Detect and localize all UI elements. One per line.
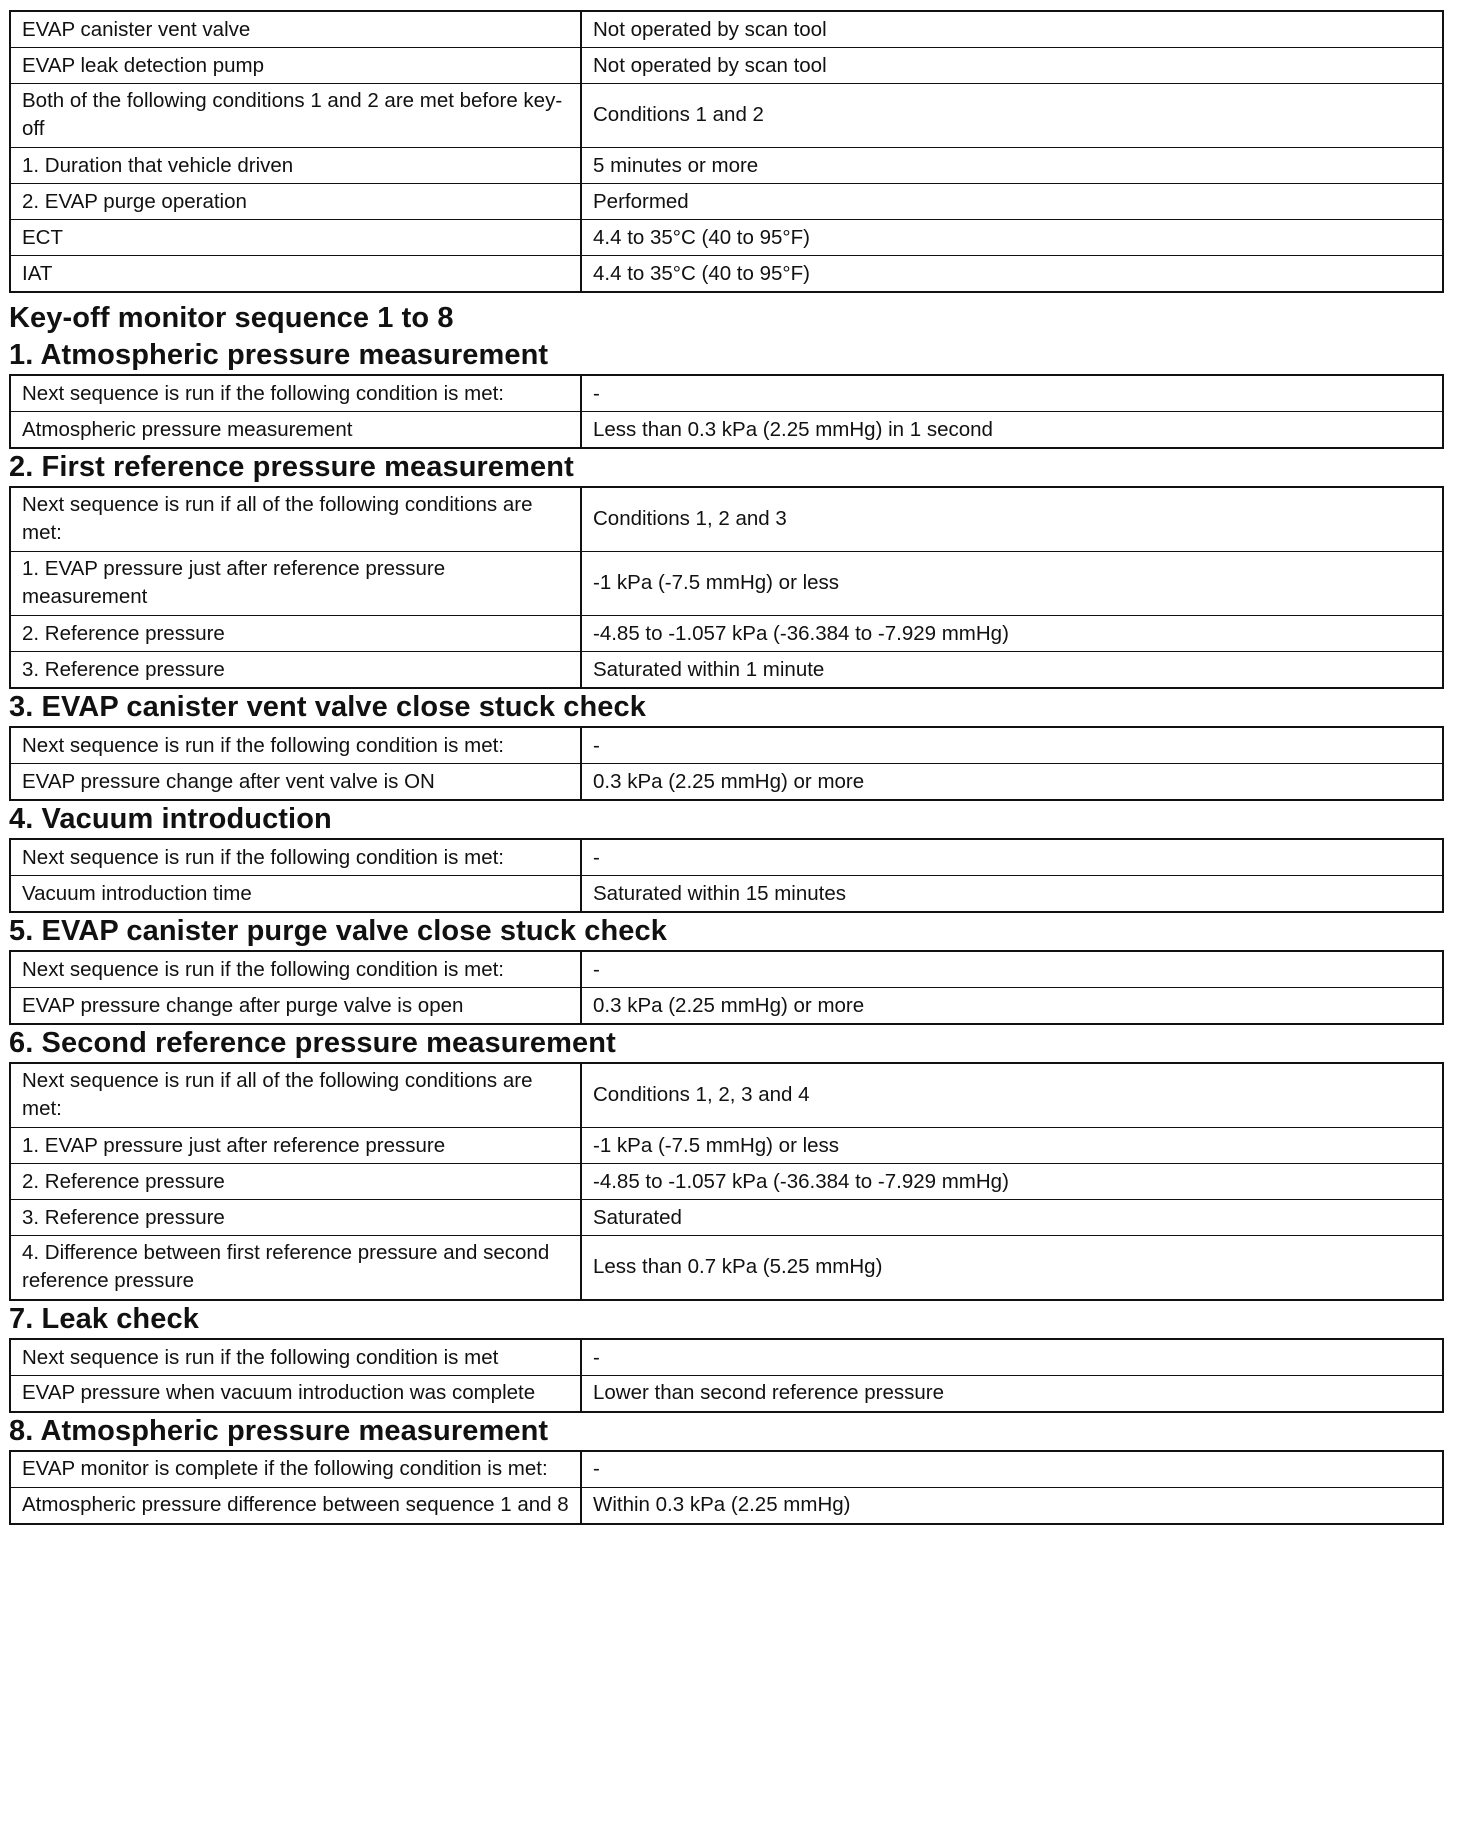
row-value: - — [581, 1339, 1443, 1376]
table-row — [10, 11, 1443, 48]
section-table — [9, 726, 1444, 801]
row-value: Lower than second reference pressure — [581, 1376, 1443, 1413]
table-row — [10, 1339, 1443, 1376]
row-value: Conditions 1, 2, 3 and 4 — [581, 1063, 1443, 1128]
row-value: - — [581, 1451, 1443, 1488]
table-row — [10, 988, 1443, 1025]
table-row — [10, 1128, 1443, 1164]
row-label: 3. Reference pressure — [10, 652, 581, 689]
table-row — [10, 1200, 1443, 1236]
sequence-heading: Key-off monitor sequence 1 to 8 — [9, 302, 454, 334]
row-label: Both of the following conditions 1 and 2 are met before key-off — [10, 84, 581, 148]
table-row — [10, 412, 1443, 449]
table-row — [10, 1164, 1443, 1200]
row-value: 0.3 kPa (2.25 mmHg) or more — [581, 764, 1443, 801]
row-value: - — [581, 839, 1443, 876]
table-row — [10, 652, 1443, 689]
table-row — [10, 1376, 1443, 1413]
row-label: Next sequence is run if the following condition is met — [10, 1339, 581, 1376]
table-row — [10, 1236, 1443, 1301]
section-title: 2. First reference pressure measurement — [9, 451, 574, 483]
row-label: 2. Reference pressure — [10, 616, 581, 652]
table-row — [10, 552, 1443, 616]
row-value: -4.85 to -1.057 kPa (-36.384 to -7.929 mmHg) — [581, 1164, 1443, 1200]
row-label: EVAP leak detection pump — [10, 48, 581, 84]
row-label: 1. EVAP pressure just after reference pressure — [10, 1128, 581, 1164]
row-label: 2. Reference pressure — [10, 1164, 581, 1200]
row-value: Not operated by scan tool — [581, 11, 1443, 48]
row-value: Less than 0.3 kPa (2.25 mmHg) in 1 second — [581, 412, 1443, 449]
row-value: -1 kPa (-7.5 mmHg) or less — [581, 552, 1443, 616]
row-label: 3. Reference pressure — [10, 1200, 581, 1236]
row-label: EVAP monitor is complete if the following condition is met: — [10, 1451, 581, 1488]
row-label: EVAP pressure when vacuum introduction was complete — [10, 1376, 581, 1413]
row-value: Within 0.3 kPa (2.25 mmHg) — [581, 1488, 1443, 1525]
table-row — [10, 616, 1443, 652]
section-title: 5. EVAP canister purge valve close stuck check — [9, 915, 667, 947]
row-value: 0.3 kPa (2.25 mmHg) or more — [581, 988, 1443, 1025]
row-label: Atmospheric pressure measurement — [10, 412, 581, 449]
section-table — [9, 950, 1444, 1025]
row-label: 2. EVAP purge operation — [10, 184, 581, 220]
section-table — [9, 374, 1444, 449]
conditions-table — [9, 10, 1444, 293]
row-label: IAT — [10, 256, 581, 293]
section-title: 3. EVAP canister vent valve close stuck check — [9, 691, 646, 723]
row-value: 5 minutes or more — [581, 148, 1443, 184]
table-row — [10, 48, 1443, 84]
row-label: 1. Duration that vehicle driven — [10, 148, 581, 184]
row-label: EVAP pressure change after purge valve is open — [10, 988, 581, 1025]
row-value: 4.4 to 35°C (40 to 95°F) — [581, 256, 1443, 293]
row-value: - — [581, 951, 1443, 988]
row-label: Next sequence is run if the following condition is met: — [10, 951, 581, 988]
row-value: Saturated — [581, 1200, 1443, 1236]
row-label: EVAP pressure change after vent valve is ON — [10, 764, 581, 801]
row-value: Less than 0.7 kPa (5.25 mmHg) — [581, 1236, 1443, 1301]
row-label: Next sequence is run if all of the following conditions are met: — [10, 1063, 581, 1128]
row-label: Next sequence is run if the following condition is met: — [10, 375, 581, 412]
table-row — [10, 727, 1443, 764]
row-value: Conditions 1, 2 and 3 — [581, 487, 1443, 552]
row-value: Saturated within 1 minute — [581, 652, 1443, 689]
row-value: -4.85 to -1.057 kPa (-36.384 to -7.929 mmHg) — [581, 616, 1443, 652]
table-row — [10, 256, 1443, 293]
row-label: Atmospheric pressure difference between sequence 1 and 8 — [10, 1488, 581, 1525]
table-row — [10, 84, 1443, 148]
row-label: EVAP canister vent valve — [10, 11, 581, 48]
row-value: -1 kPa (-7.5 mmHg) or less — [581, 1128, 1443, 1164]
table-row — [10, 375, 1443, 412]
row-value: - — [581, 727, 1443, 764]
table-row — [10, 1063, 1443, 1128]
section-title: 7. Leak check — [9, 1303, 199, 1335]
row-label: Next sequence is run if the following condition is met: — [10, 839, 581, 876]
section-table — [9, 1062, 1444, 1301]
row-value: Not operated by scan tool — [581, 48, 1443, 84]
row-label: Vacuum introduction time — [10, 876, 581, 913]
section-table — [9, 1450, 1444, 1525]
table-row — [10, 839, 1443, 876]
table-row — [10, 184, 1443, 220]
section-title: 4. Vacuum introduction — [9, 803, 332, 835]
table-row — [10, 148, 1443, 184]
section-table — [9, 486, 1444, 689]
row-label: Next sequence is run if the following condition is met: — [10, 727, 581, 764]
section-table — [9, 1338, 1444, 1413]
row-value: Saturated within 15 minutes — [581, 876, 1443, 913]
row-label: 1. EVAP pressure just after reference pressure measurement — [10, 552, 581, 616]
row-value: Performed — [581, 184, 1443, 220]
table-row — [10, 1451, 1443, 1488]
row-label: ECT — [10, 220, 581, 256]
document — [9, 10, 1442, 1525]
row-label: Next sequence is run if all of the following conditions are met: — [10, 487, 581, 552]
row-value: 4.4 to 35°C (40 to 95°F) — [581, 220, 1443, 256]
table-row — [10, 951, 1443, 988]
section-title: 6. Second reference pressure measurement — [9, 1027, 616, 1059]
row-value: - — [581, 375, 1443, 412]
section-title: 8. Atmospheric pressure measurement — [9, 1415, 549, 1447]
section-table — [9, 838, 1444, 913]
row-value: Conditions 1 and 2 — [581, 84, 1443, 148]
section-title: 1. Atmospheric pressure measurement — [9, 339, 549, 371]
table-row — [10, 220, 1443, 256]
table-row — [10, 876, 1443, 913]
table-row — [10, 764, 1443, 801]
table-row — [10, 1488, 1443, 1525]
row-label: 4. Difference between first reference pressure and second reference pressure — [10, 1236, 581, 1301]
table-row — [10, 487, 1443, 552]
